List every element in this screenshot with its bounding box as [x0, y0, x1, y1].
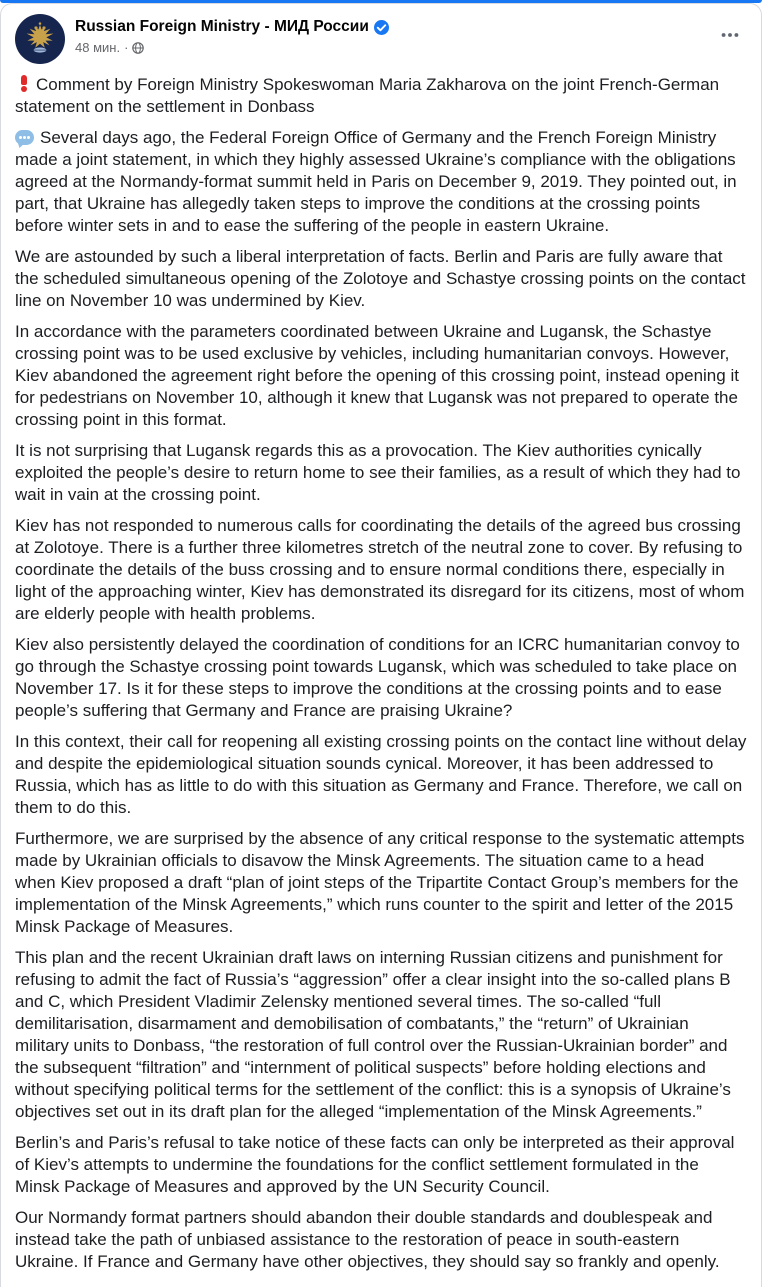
- post-paragraph: [15, 246, 747, 312]
- paragraph-text: Berlin’s and Paris’s refusal to take notice of these facts can only be interpreted as their approval of Kiev’s attempts to undermine the foundations for the conflict settlement formulated in the Minsk Package of Measures and approved by the UN Security Council.: [15, 1133, 735, 1196]
- post-meta-row: [75, 40, 713, 56]
- facebook-post-card: [0, 3, 762, 1287]
- ministry-double-eagle-emblem-icon: [21, 20, 59, 58]
- page-avatar[interactable]: [15, 14, 65, 64]
- paragraph-text: In this context, their call for reopening all existing crossing points on the contact line without delay and despite the epidemiological situation sounds cynical. Moreover, it has been addressed to Russia, which has as little to do with this situation as Germany and France. Therefore, we call on them to do this.: [15, 732, 747, 817]
- post-paragraph: [15, 127, 747, 237]
- paragraph-text: This plan and the recent Ukrainian draft laws on interning Russian citizens and punishment for refusing to admit the fact of Russia’s “aggression” offer a clear insight into the so-called plans B and C, which President Vladimir Zelensky mentioned several times. The so-called “full demilitarisation, disarmament and demobilisation of combatants,” the “return” of Ukrainian military units to Donbass, “the restoration of full control over the Russian-Ukrainian border” and the subsequent “filtration” and “internment of political suspects” before holding elections and without specifying political terms for the settlement of the conflict: this is a synopsis of Ukraine’s objectives set out in its draft plan for the alleged “implementation of the Minsk Agreements.”: [15, 948, 731, 1121]
- ellipsis-icon: [719, 24, 741, 46]
- meta-separator: ·: [124, 40, 129, 55]
- post-paragraph: [15, 1132, 747, 1198]
- post-body: [1, 70, 761, 1287]
- page-name-link[interactable]: Russian Foreign Ministry - МИД России: [75, 18, 369, 35]
- verified-badge-icon: [374, 20, 389, 35]
- paragraph-text: Our Normandy format partners should abandon their double standards and doublespeak and instead take the path of unbiased assistance to the restoration of peace in south-eastern Ukraine. If France and Germany have other objectives, they should say so frankly and openly.: [15, 1208, 720, 1271]
- post-header-text: [75, 14, 713, 56]
- paragraph-text: In accordance with the parameters coordinated between Ukraine and Lugansk, the Schastye crossing point was to be used exclusive by vehicles, including humanitarian convoys. However, Kiev abandoned the agreement right before the opening of this crossing point, instead opening it for pedestrians on November 10, although it knew that Lugansk was not prepared to operate the crossing point in this format.: [15, 322, 739, 429]
- post-paragraph: [15, 321, 747, 431]
- paragraph-text: Furthermore, we are surprised by the absence of any critical response to the systematic attempts made by Ukrainian officials to disavow the Minsk Agreements. The situation came to a head when Kiev proposed a draft “plan of joint steps of the Tripartite Contact Group’s members for the implementation of the Minsk Agreements,” which runs counter to the spirit and letter of the 2015 Minsk Package of Measures.: [15, 829, 745, 936]
- paragraph-text: It is not surprising that Lugansk regards this as a provocation. The Kiev authorities cynically exploited the people’s desire to return home to see their families, as a result of which they had to wait in vain at the crossing point.: [15, 441, 741, 504]
- post-paragraph: [15, 731, 747, 819]
- title-row: [75, 17, 713, 37]
- post-paragraph: [15, 634, 747, 722]
- post-paragraph: [15, 828, 747, 938]
- more-options-button[interactable]: [713, 14, 747, 56]
- paragraph-text: We are astounded by such a liberal interpretation of facts. Berlin and Paris are fully aware that the scheduled simultaneous opening of the Zolotoye and Schastye crossing points on the contact line on November 10 was undermined by Kiev.: [15, 247, 746, 310]
- post-paragraph: [15, 947, 747, 1123]
- post-paragraph: [15, 74, 747, 118]
- paragraph-text: Kiev has not responded to numerous calls for coordinating the details of the agreed bus crossing at Zolotoye. There is a further three kilometres stretch of the neutral zone to cover. By refusing to coordinate the details of the buss crossing and to ensure normal conditions there, especially in light of the approaching winter, Kiev has demonstrated its disregard for its citizens, most of whom are elderly people with health problems.: [15, 516, 745, 623]
- speech-bubble-icon: [15, 130, 34, 145]
- paragraph-text: Comment by Foreign Ministry Spokeswoman Maria Zakharova on the joint French-German statement on the settlement in Donbass: [15, 75, 720, 116]
- globe-privacy-icon: [132, 42, 144, 54]
- paragraph-text: Kiev also persistently delayed the coordination of conditions for an ICRC humanitarian convoy to go through the Schastye crossing point towards Lugansk, which was scheduled to take place on November 17. Is it for these steps to improve the conditions at the crossing points and to ease people’s suffering that Germany and France are praising Ukraine?: [15, 635, 740, 720]
- paragraph-text: Several days ago, the Federal Foreign Office of Germany and the French Foreign Ministry made a joint statement, in which they highly assessed Ukraine’s compliance with the obligations agreed at the Normandy-format summit held in Paris on December 9, 2019. They pointed out, in part, that Ukraine has allegedly taken steps to improve the conditions at the crossing points before winter sets in and to ease the suffering of the people in eastern Ukraine.: [15, 128, 737, 235]
- post-header: [1, 4, 761, 70]
- timestamp-link[interactable]: 48 мин.: [75, 40, 121, 55]
- post-paragraph: [15, 440, 747, 506]
- post-paragraph: [15, 1207, 747, 1273]
- red-exclamation-icon: [19, 75, 29, 92]
- post-paragraph: [15, 515, 747, 625]
